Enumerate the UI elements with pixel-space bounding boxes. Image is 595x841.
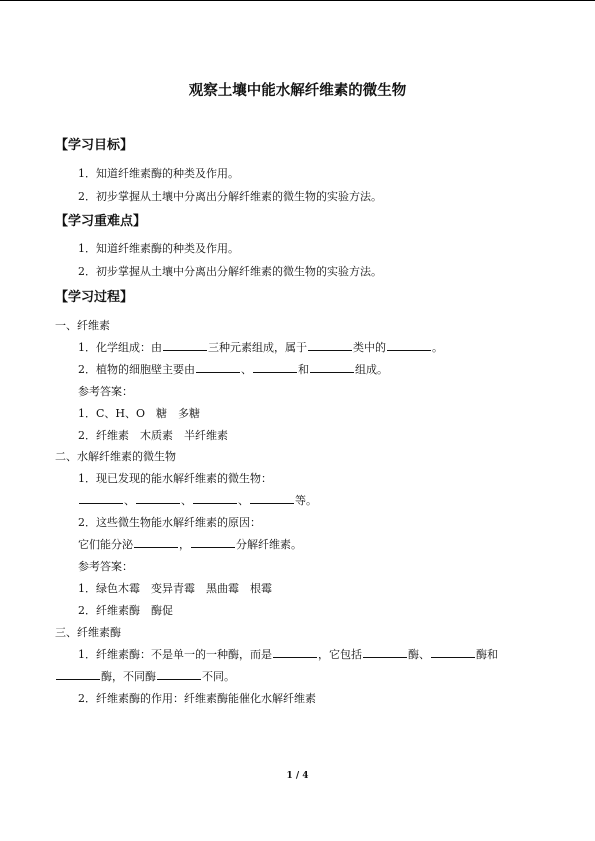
part2-heading: 二、水解纤维素的微生物 [55,450,176,463]
part1-answer-2: 2．纤维素 木质素 半纤维素 [78,429,228,442]
fill-blank [134,537,178,548]
fill-blank [431,647,475,658]
part2-question-1-blanks: 、 、 、 等。 [78,492,317,508]
part2-answer-label: 参考答案： [78,560,133,573]
part2-answer-1: 1．绿色木霉 变异青霉 黑曲霉 根霉 [78,582,272,595]
section-key-heading: 【学习重难点】 [55,214,147,229]
fill-blank [363,647,407,658]
fill-blank [196,362,240,373]
key-item-1: 1．知道纤维素酶的种类及作用。 [78,242,239,255]
part1-question-1: 1．化学组成：由 三种元素组成，属于 类中的 。 [78,341,443,354]
part3-question-2: 2．纤维素酶的作用：纤维素酶能催化水解纤维素 [78,692,316,705]
part2-question-2: 2．这些微生物能水解纤维素的原因： [78,516,261,529]
goal-item-1: 1．知道纤维素酶的种类及作用。 [78,167,239,180]
part3-question-1: 1．纤维素酶：不是单一的一种酶，而是 ，它包括 酶、 酶和 [78,648,498,661]
fill-blank [136,493,180,504]
fill-blank [273,647,317,658]
part1-answer-label: 参考答案： [78,385,133,398]
part1-heading: 一、纤维素 [55,319,110,332]
fill-blank [157,669,201,680]
goal-item-2: 2．初步掌握从土壤中分离出分解纤维素的微生物的实验方法。 [78,190,382,203]
page-number: 1 / 4 [286,771,309,781]
fill-blank [387,340,431,351]
key-item-2: 2．初步掌握从土壤中分离出分解纤维素的微生物的实验方法。 [78,265,382,278]
fill-blank [79,493,123,504]
fill-blank [191,537,235,548]
part1-answer-1: 1．C、H、O 糖 多糖 [78,407,201,420]
fill-blank [253,362,297,373]
part2-answer-2: 2．纤维素酶 酶促 [78,604,173,617]
part2-question-1: 1．现已发现的能水解纤维素的微生物： [78,472,272,485]
section-process-heading: 【学习过程】 [55,290,134,305]
fill-blank [163,340,207,351]
part1-question-2: 2．植物的细胞壁主要由 、 和 组成。 [78,363,388,376]
part2-question-2-blanks: 它们能分泌 ， 分解纤维素。 [78,538,302,551]
fill-blank [193,493,237,504]
fill-blank [56,669,100,680]
top-border-line [0,0,595,1]
document-title: 观察土壤中能水解纤维素的微生物 [188,83,407,99]
section-goals-heading: 【学习目标】 [55,138,134,153]
part3-question-1-cont: 酶，不同酶 不同。 [55,668,235,684]
fill-blank [308,340,352,351]
fill-blank [310,362,354,373]
part3-heading: 三、纤维素酶 [55,626,121,639]
fill-blank [250,493,294,504]
